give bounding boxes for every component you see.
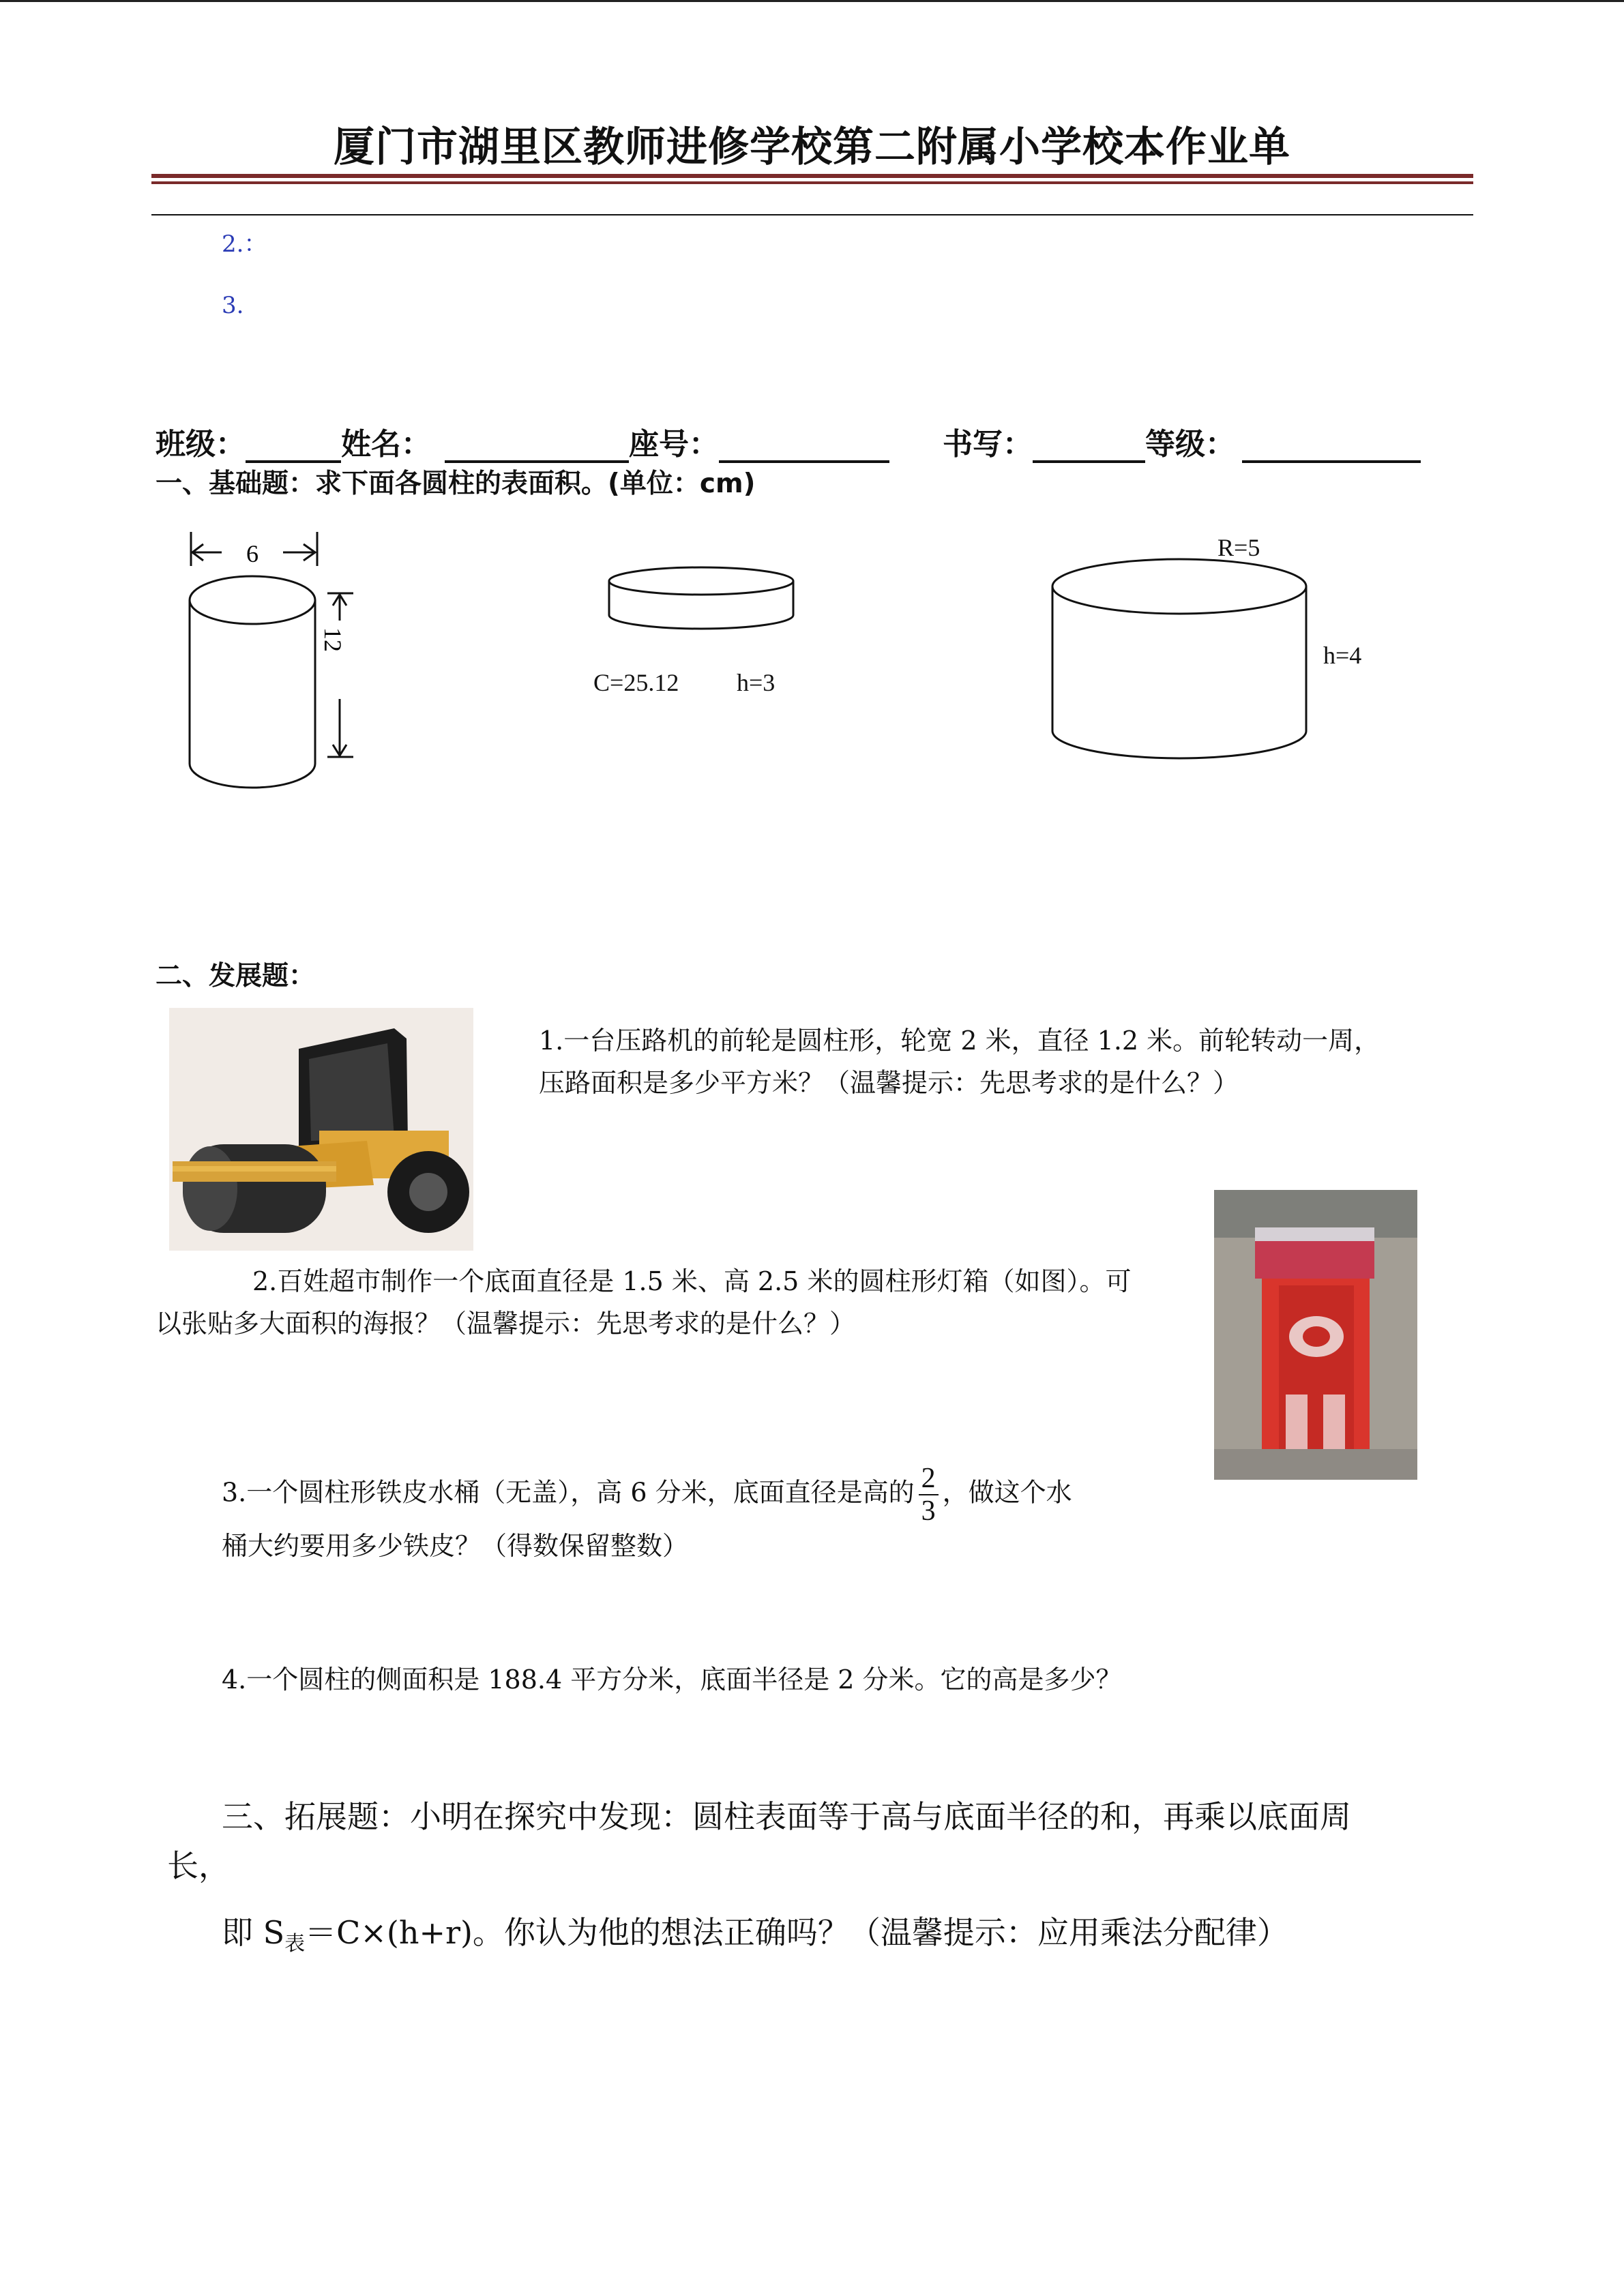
light-box-illustration [1214,1190,1417,1480]
cylinder-3-height: h=4 [1323,642,1362,669]
cylinder-2-height: h=3 [737,669,776,696]
question-2-4: 4.一个圆柱的侧面积是 188.4 平方分米，底面半径是 2 分米。它的高是多少？ [222,1665,1122,1695]
road-roller-photo [169,1008,473,1251]
name-label: 姓名： [341,427,431,462]
writing-field[interactable] [1033,430,1145,463]
grade-label: 等级： [1145,427,1235,462]
grade-field[interactable] [1242,430,1421,463]
title-rule-2 [151,181,1473,184]
section3-line2 [222,1906,1288,1971]
cylinder-1-diameter: 6 [246,540,259,567]
info-line [156,419,1421,463]
section1-title: 一、基础题：求下面各圆柱的表面积。(单位：cm) [156,468,756,499]
question-2-1: 1.一台压路机的前轮是圆柱形，轮宽 2 米，直径 1.2 米。前轮转动一周，压路面积是多少平方米？（温馨提示：先思考求的是什么？） [539,1026,1381,1098]
cylinder-2-diagram [600,559,805,641]
question-2-3-text: 3.一个圆柱形铁皮水桶（无盖），高 6 分米，底面直径是高的 [222,1477,915,1508]
road-roller-illustration [169,1008,473,1251]
cylinder-1-diagram [171,525,375,798]
formula-prefix: 即 S [222,1914,285,1951]
seat-field[interactable] [719,430,889,463]
top-border [0,0,1624,2]
section2-title: 二、发展题： [156,961,316,992]
question-2-3-line2: 桶大约要用多少铁皮？（得数保留整数） [222,1531,689,1561]
section3-text1: 小明在探究中发现：圆柱表面等于高与底面半径的和，再乘以底面周 [410,1798,1351,1835]
seat-label: 座号： [629,427,719,462]
fraction-numerator: 2 [919,1463,939,1495]
page-title: 厦门市湖里区教师进修学校第二附属小学校本作业单 [334,123,1290,171]
cylinder-3-diagram [1044,552,1316,764]
cylinder-2-circumference: C=25.12 [593,669,679,696]
question-2-3-text-cont: ，做这个水 [942,1477,1072,1508]
writing-label: 书写： [943,427,1033,462]
cylinder-3-radius: R=5 [1217,534,1260,561]
note-item-2: 2.： [222,230,267,258]
section3-text1-wrap: 长， [167,1847,230,1884]
formula-rest: ＝C×(h+r)。你认为他的想法正确吗？（温馨提示：应用乘法分配律） [305,1914,1288,1951]
class-label: 班级： [156,427,246,462]
section3-line1 [222,1790,1351,1843]
question-2-3-line1 [222,1463,1072,1527]
name-field[interactable] [445,430,629,463]
header-divider [151,214,1473,215]
cylinder-1-height: 12 [319,627,346,652]
section3-title: 三、拓展题： [222,1798,410,1835]
fraction-two-thirds [919,1463,939,1527]
light-box-photo [1214,1190,1417,1480]
title-rule [151,174,1473,178]
class-field[interactable] [246,430,341,463]
fraction-denominator: 3 [921,1495,936,1527]
formula-subscript: 表 [284,1932,306,1956]
note-item-3: 3. [222,292,244,319]
question-2-2: 2.百姓超市制作一个底面直径是 1.5 米、高 2.5 米的圆柱形灯箱（如图）。可以张贴多大面积的海报？（温馨提示：先思考求的是什么？） [156,1266,1132,1339]
